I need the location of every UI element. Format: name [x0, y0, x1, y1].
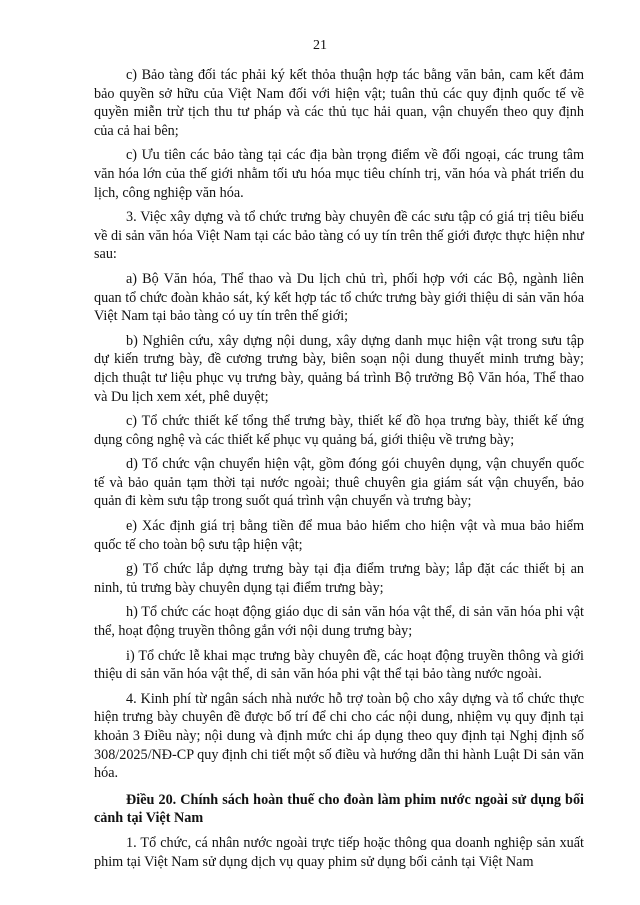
- paragraph: i) Tổ chức lễ khai mạc trưng bày chuyên đề, các hoạt động truyền thông và giới thiệu di sản văn hóa vật thể, di sản văn hóa phi vật thể tại bảo tàng nước ngoài.: [94, 647, 584, 683]
- paragraph: 3. Việc xây dựng và tổ chức trưng bày chuyên đề các sưu tập có giá trị tiêu biểu về di sản văn hóa Việt Nam tại các bảo tàng có uy tín trên thế giới được thực hiện như sau:: [94, 209, 584, 263]
- paragraph: g) Tổ chức lắp dựng trưng bày tại địa điểm trưng bày; lắp đặt các thiết bị an ninh, tủ trưng bày chuyên dụng tại điểm trưng bày;: [94, 561, 584, 596]
- paragraph: b) Nghiên cứu, xây dựng nội dung, xây dựng danh mục hiện vật trong sưu tập dự kiến trưng bày, đề cương trưng bày, biên soạn nội dung thuyết minh trưng bày; dịch thuật tư liệu phục vụ trưng bày, quảng bá trình Bộ trưởng Bộ Văn hóa, Thể thao và Du lịch xem xét, phê duyệt;: [94, 332, 584, 405]
- paragraph: h) Tổ chức các hoạt động giáo dục di sản văn hóa vật thể, di sản văn hóa phi vật thể, hoạt động truyền thông gắn với nội dung trưng bày;: [94, 604, 584, 640]
- paragraph: c) Ưu tiên các bảo tàng tại các địa bàn trọng điểm về đối ngoại, các trung tâm văn hóa lớn của thế giới nhằm tối ưu hóa mục tiêu chính trị, văn hóa và phát triển du lịch, công nghiệp văn hóa.: [94, 147, 584, 201]
- paragraph: a) Bộ Văn hóa, Thể thao và Du lịch chủ trì, phối hợp với các Bộ, ngành liên quan tổ chức đoàn khảo sát, ký kết hợp tác tổ chức trưng bày giới thiệu di sản văn hóa Việt Nam tại bảo tàng có uy tín trên thế giới;: [94, 270, 584, 325]
- paragraph: c) Tổ chức thiết kế tổng thể trưng bày, thiết kế đồ họa trưng bày, thiết kế ứng dụng công nghệ và các thiết kế phục vụ quảng bá, giới thiệu về trưng bày;: [94, 413, 584, 448]
- paragraph: 4. Kinh phí từ ngân sách nhà nước hỗ trợ toàn bộ cho xây dựng và tổ chức thực hiện trưng bày chuyên đề được bố trí để chi cho các nội dung, nhiệm vụ quy định tại khoản 3 Điều này; nội dung và định mức chi áp dụng theo quy định tại Nghị định số 308/2025/NĐ-CP quy định chi tiết một số điều và hướng dẫn thi hành Luật Di sản văn hóa.: [94, 690, 584, 782]
- paragraph: d) Tổ chức vận chuyển hiện vật, gồm đóng gói chuyên dụng, vận chuyển quốc tế và bảo quản tạm thời tại nước ngoài; thuê chuyên gia giám sát vận chuyển, bảo quản đi kèm sưu tập trong suốt quá trình vận chuyển và trưng bày;: [94, 456, 584, 510]
- paragraph: c) Bảo tàng đối tác phải ký kết thỏa thuận hợp tác bằng văn bản, cam kết đảm bảo quyền sở hữu của Việt Nam đối với hiện vật; tuân thủ các quy định quốc tế về quyền miễn trừ tịch thu tư pháp và các thủ tục hải quan, vận chuyển theo quy định của cả hai bên;: [94, 67, 584, 139]
- paragraph: 1. Tổ chức, cá nhân nước ngoài trực tiếp hoặc thông qua doanh nghiệp sản xuất phim tại Việt Nam sử dụng dịch vụ quay phim sử dụng bối cảnh tại Việt Nam: [94, 834, 584, 870]
- article-heading: Điều 20. Chính sách hoàn thuế cho đoàn làm phim nước ngoài sử dụng bối cảnh tại Việt Nam: [94, 791, 584, 827]
- page-number: 21: [313, 38, 327, 53]
- document-body: [94, 66, 584, 877]
- paragraph: e) Xác định giá trị bằng tiền để mua bảo hiểm cho hiện vật và mua bảo hiểm quốc tế cho toàn bộ sưu tập hiện vật;: [94, 518, 584, 553]
